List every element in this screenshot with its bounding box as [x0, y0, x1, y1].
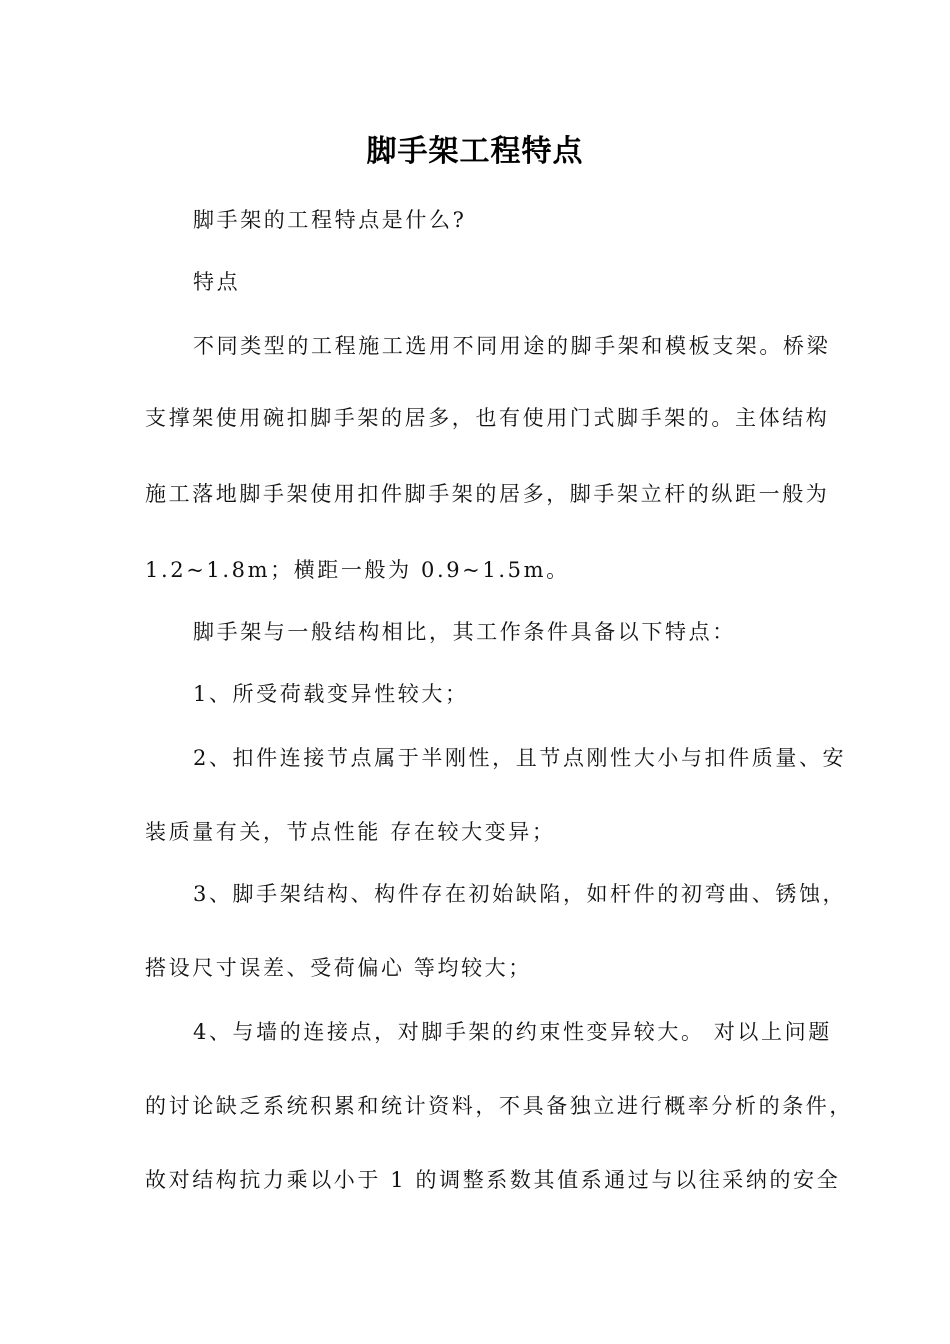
page-title: 脚手架工程特点 [366, 134, 584, 169]
paragraph-line: 特点 [193, 270, 241, 294]
paragraph-line: 脚手架与一般结构相比，其工作条件具备以下特点： [193, 620, 736, 644]
paragraph-line: 不同类型的工程施工选用不同用途的脚手架和模板支架。桥梁 [193, 334, 831, 358]
paragraph-line: 1、所受荷载变异性较大； [193, 682, 469, 706]
paragraph-line: 搭设尺寸误差、受荷偏心 等均较大； [145, 956, 532, 980]
paragraph-line: 2、扣件连接节点属于半刚性，且节点刚性大小与扣件质量、安 [193, 746, 847, 770]
paragraph-line: 的讨论缺乏系统积累和统计资料，不具备独立进行概率分析的条件， [145, 1094, 853, 1118]
paragraph-line: 1.2~1.8m；横距一般为 0.9~1.5m。 [145, 558, 570, 582]
paragraph-line: 3、脚手架结构、构件存在初始缺陷，如杆件的初弯曲、锈蚀， [193, 882, 847, 906]
paragraph-line: 装质量有关，节点性能 存在较大变异； [145, 820, 556, 844]
paragraph-line: 支撑架使用碗扣脚手架的居多，也有使用门式脚手架的。主体结构 [145, 406, 830, 430]
paragraph-line: 故对结构抗力乘以小于 1 的调整系数其值系通过与以往采纳的安全 [145, 1168, 841, 1192]
paragraph-line: 脚手架的工程特点是什么? [193, 208, 467, 232]
paragraph-line: 施工落地脚手架使用扣件脚手架的居多，脚手架立杆的纵距一般为 [145, 482, 830, 506]
paragraph-line: 4、与墙的连接点，对脚手架的约束性变异较大。 对以上问题 [193, 1020, 832, 1044]
